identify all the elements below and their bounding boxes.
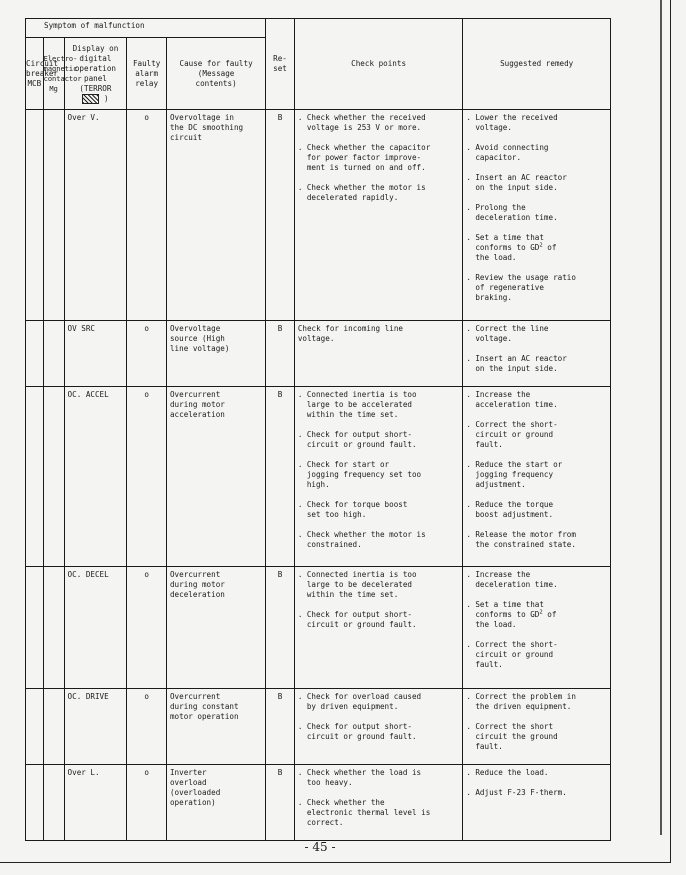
checks-item: . Check whether the motor is decelerated rapidly. — [297, 183, 426, 202]
circuit-breaker-cell — [26, 387, 44, 567]
contactor-cell — [43, 321, 64, 387]
check-points-header: Check points — [294, 19, 463, 110]
remedies-item: . Correct the short- circuit or ground fault. — [466, 420, 558, 449]
malfunction-row — [26, 321, 611, 387]
remedy-cell — [463, 110, 611, 321]
faulty-relay-cell: o — [127, 689, 167, 765]
remedies-item: . Lower the received voltage. — [466, 113, 558, 132]
checks-item: . Check for output short- circuit or ground fault. — [297, 610, 417, 629]
remedies-item: . Set a time that conforms to $GD^2$ of the load. — [466, 233, 557, 262]
cause-cell: Overcurrent during motor deceleration — [166, 567, 265, 689]
remedies-item: . Correct the line voltage. — [466, 324, 549, 343]
remedies-item: . Release the motor from the constrained state. — [466, 530, 576, 549]
contactor-cell — [43, 110, 64, 321]
faulty-relay-header: Faulty alarm relay — [127, 38, 167, 110]
display-message-cell: Over V. — [64, 110, 127, 321]
remedy-cell — [463, 567, 611, 689]
contactor-cell — [43, 689, 64, 765]
error-key-icon — [82, 94, 99, 104]
remedy-cell — [463, 387, 611, 567]
display-message-cell: Over L. — [64, 765, 127, 841]
check-points-cell — [294, 567, 463, 689]
remedies-item: . Correct the problem in the driven equipment. — [466, 692, 576, 711]
faulty-relay-cell: o — [127, 567, 167, 689]
remedy-cell — [463, 321, 611, 387]
malfunction-row — [26, 567, 611, 689]
malfunction-row — [26, 689, 611, 765]
checks-item: . Check whether the capacitor for power factor improve- ment is turned on and off. — [297, 143, 431, 172]
checks-item: . Check whether the electronic thermal level is correct. — [297, 798, 431, 827]
checks-item: . Check for output short- circuit or ground fault. — [297, 430, 417, 449]
cause-cell: Overcurrent during motor acceleration — [166, 387, 265, 567]
reset-cell: B — [266, 321, 295, 387]
remedies-item: . Set a time that conforms to $GD^2$ of the load. — [466, 600, 557, 629]
malfunction-row — [26, 765, 611, 841]
display-header-label: Display on digital operation panel (TERROR — [72, 43, 119, 93]
display-message-cell: OC. ACCEL — [64, 387, 127, 567]
scan-border-bottom — [0, 862, 671, 863]
remedies-item: . Prolong the deceleration time. — [466, 203, 558, 222]
cause-cell: Inverter overload (overloaded operation) — [166, 765, 265, 841]
circuit-breaker-cell — [26, 567, 44, 689]
remedies-item: . Reduce the load. — [466, 768, 549, 777]
check-points-cell — [294, 689, 463, 765]
checks-item: . Connected inertia is too large to be decelerated within the time set. — [297, 570, 417, 599]
cause-cell: Overvoltage source (High line voltage) — [166, 321, 265, 387]
malfunction-table — [25, 18, 611, 841]
check-points-cell — [294, 110, 463, 321]
remedies-item: . Insert an AC reactor on the input side. — [466, 173, 567, 192]
symptom-header: Symptom of malfunction — [26, 19, 266, 38]
remedy-header: Suggested remedy — [463, 19, 611, 110]
remedies-item: . Increase the acceleration time. — [466, 390, 558, 409]
cause-header: Cause for faulty (Message contents) — [166, 38, 265, 110]
checks-item: Check for incoming line voltage. — [297, 324, 403, 343]
remedies-item: . Correct the short- circuit or ground fault. — [466, 640, 558, 669]
display-message-cell: OC. DECEL — [64, 567, 127, 689]
faulty-relay-cell: o — [127, 765, 167, 841]
scan-border-right — [670, 0, 671, 862]
checks-item: . Connected inertia is too large to be accelerated within the time set. — [297, 390, 417, 419]
malfunction-row — [26, 387, 611, 567]
check-points-cell — [294, 387, 463, 567]
checks-item: . Check for start or jogging frequency set too high. — [297, 460, 422, 489]
check-points-cell — [294, 765, 463, 841]
page-number: - 45 - — [304, 840, 336, 854]
reset-header: Re- set — [266, 19, 295, 110]
remedies-item: . Adjust F-23 F-therm. — [466, 788, 567, 797]
malfunction-row — [26, 110, 611, 321]
circuit-breaker-cell — [26, 321, 44, 387]
remedies-item: . Reduce the torque boost adjustment. — [466, 500, 554, 519]
checks-item: . Check whether the received voltage is 253 V or more. — [297, 113, 426, 132]
remedy-cell — [463, 689, 611, 765]
faulty-relay-cell: o — [127, 321, 167, 387]
faulty-relay-cell: o — [127, 110, 167, 321]
scan-mark-right — [660, 0, 662, 835]
contactor-cell — [43, 387, 64, 567]
reset-cell: B — [266, 765, 295, 841]
faulty-relay-cell: o — [127, 387, 167, 567]
cause-cell: Overcurrent during constant motor operation — [166, 689, 265, 765]
checks-item: . Check whether the load is too heavy. — [297, 768, 422, 787]
circuit-breaker-cell — [26, 765, 44, 841]
contactor-cell — [43, 765, 64, 841]
remedy-cell — [463, 765, 611, 841]
circuit-breaker-cell — [26, 110, 44, 321]
reset-cell: B — [266, 110, 295, 321]
remedies-item: . Increase the deceleration time. — [466, 570, 558, 589]
contactor-cell — [43, 567, 64, 689]
display-message-cell: OC. DRIVE — [64, 689, 127, 765]
display-header: Display on digital operation panel (TERROR ) — [64, 38, 127, 110]
remedies-item: . Insert an AC reactor on the input side. — [466, 354, 567, 373]
contactor-header: Electro- magnetic contactor Mg — [43, 38, 64, 110]
display-message-cell: OV SRC — [64, 321, 127, 387]
remedies-item: . Review the usage ratio of regenerative braking. — [466, 273, 576, 302]
checks-item: . Check whether the motor is constrained. — [297, 530, 426, 549]
reset-cell: B — [266, 387, 295, 567]
circuit-breaker-cell — [26, 689, 44, 765]
circuit-breaker-header: Circuit breaker MCB — [26, 38, 44, 110]
remedies-item: . Correct the short circuit the ground fault. — [466, 722, 558, 751]
checks-item: . Check for overload caused by driven equipment. — [297, 692, 422, 711]
checks-item: . Check for torque boost set too high. — [297, 500, 408, 519]
remedies-item: . Reduce the start or jogging frequency adjustment. — [466, 460, 563, 489]
remedies-item: . Avoid connecting capacitor. — [466, 143, 549, 162]
check-points-cell — [294, 321, 463, 387]
cause-cell: Overvoltage in the DC smoothing circuit — [166, 110, 265, 321]
reset-cell: B — [266, 567, 295, 689]
checks-item: . Check for output short- circuit or ground fault. — [297, 722, 417, 741]
reset-cell: B — [266, 689, 295, 765]
